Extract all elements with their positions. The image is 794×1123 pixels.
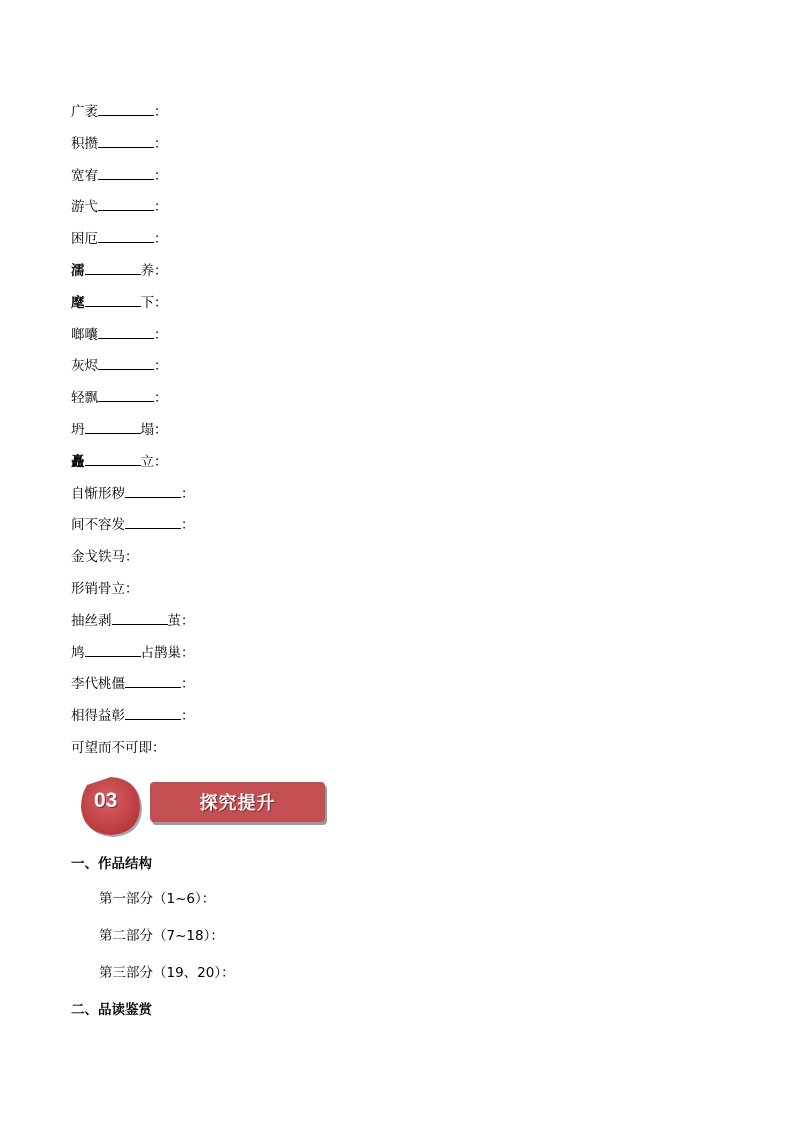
fill-blank[interactable] [125, 483, 181, 498]
fill-blank[interactable] [125, 705, 181, 720]
vocab-term: 濡 [71, 262, 85, 279]
vocab-item [71, 419, 195, 451]
vocab-term: 矗 [71, 453, 85, 470]
fill-blank[interactable] [98, 165, 154, 180]
section-title-bar [150, 782, 325, 822]
vocab-term: 啷囔 [71, 326, 98, 343]
vocab-term-suffix: 立： [140, 453, 168, 470]
vocab-term-suffix: 塌： [140, 421, 168, 438]
vocab-item [71, 483, 195, 515]
vocab-term: 鸠 [71, 644, 85, 661]
vocab-item [71, 355, 195, 387]
vocab-term-suffix: ： [154, 104, 168, 120]
vocab-term: 可望而不可即： [71, 739, 166, 756]
fill-blank[interactable] [85, 419, 141, 434]
fill-blank[interactable] [125, 673, 181, 688]
fill-blank[interactable] [98, 101, 154, 116]
section-header [77, 775, 337, 837]
vocab-term-suffix: ： [154, 358, 168, 375]
vocab-term-suffix: 茧： [167, 612, 195, 629]
fill-blank[interactable] [85, 642, 141, 657]
vocab-term-suffix: ： [154, 199, 168, 216]
vocab-item [71, 324, 195, 356]
fill-blank[interactable] [98, 324, 154, 339]
heading-appreciation: 二、品读鉴赏 [71, 1002, 152, 1018]
vocab-term-suffix: 养： [140, 262, 168, 279]
vocab-term-suffix: ： [181, 485, 195, 502]
fill-blank[interactable] [85, 451, 141, 466]
vocab-term-suffix: ： [154, 135, 168, 152]
vocab-item [71, 514, 195, 546]
vocab-term: 积攒 [71, 135, 98, 152]
vocab-term-suffix: ： [181, 708, 195, 725]
vocab-term: 金戈铁马： [71, 549, 139, 566]
fill-blank[interactable] [98, 133, 154, 148]
vocab-term-suffix: ： [154, 167, 168, 184]
fill-blank[interactable] [98, 387, 154, 402]
vocab-item [71, 228, 195, 260]
fill-blank[interactable] [125, 514, 181, 529]
part-3: 第三部分（19、20）： [99, 965, 235, 981]
part-2: 第二部分（7~18）： [99, 928, 224, 944]
vocab-item [71, 737, 195, 769]
vocab-item [71, 101, 195, 133]
fill-blank[interactable] [85, 260, 141, 275]
fill-blank[interactable] [85, 292, 141, 307]
vocab-item [71, 260, 195, 292]
vocab-term-suffix: 占鹊巢： [140, 644, 195, 661]
vocab-list [71, 101, 195, 769]
vocab-term: 自惭形秽 [71, 485, 125, 502]
vocab-term: 游弋 [71, 199, 98, 216]
vocab-term: 形销骨立： [71, 580, 139, 597]
vocab-term: 抽丝剥 [71, 612, 112, 629]
vocab-item [71, 292, 195, 324]
section-number: 03 [94, 789, 118, 812]
vocab-term-suffix: 下： [140, 294, 168, 311]
vocab-item [71, 451, 195, 483]
vocab-item [71, 705, 195, 737]
vocab-item [71, 610, 195, 642]
part-1: 第一部分（1~6）： [99, 891, 216, 907]
vocab-item [71, 546, 195, 578]
vocab-term: 麾 [71, 294, 85, 311]
vocab-term-suffix: ： [181, 517, 195, 534]
vocab-item [71, 133, 195, 165]
section-title: 探究提升 [199, 793, 276, 814]
vocab-term: 间不容发 [71, 517, 125, 534]
vocab-term-suffix: ： [154, 390, 168, 407]
vocab-term: 广袤 [71, 104, 98, 120]
vocab-term: 轻飘 [71, 390, 98, 407]
vocab-item [71, 673, 195, 705]
fill-blank[interactable] [98, 228, 154, 243]
vocab-item [71, 578, 195, 610]
vocab-item [71, 642, 195, 674]
vocab-item [71, 196, 195, 228]
vocab-item [71, 165, 195, 197]
vocab-term: 坍 [71, 421, 85, 438]
vocab-item [71, 387, 195, 419]
fill-blank[interactable] [98, 196, 154, 211]
vocab-term: 灰烬 [71, 358, 98, 375]
vocab-term-suffix: ： [154, 231, 168, 248]
vocab-term-suffix: ： [181, 676, 195, 693]
vocab-term: 困厄 [71, 231, 98, 248]
vocab-term: 宽宥 [71, 167, 98, 184]
vocab-term: 相得益彰 [71, 708, 125, 725]
heading-structure: 一、作品结构 [71, 856, 152, 872]
vocab-term-suffix: ： [154, 326, 168, 343]
vocab-term: 李代桃僵 [71, 676, 125, 693]
fill-blank[interactable] [98, 355, 154, 370]
fill-blank[interactable] [112, 610, 168, 625]
